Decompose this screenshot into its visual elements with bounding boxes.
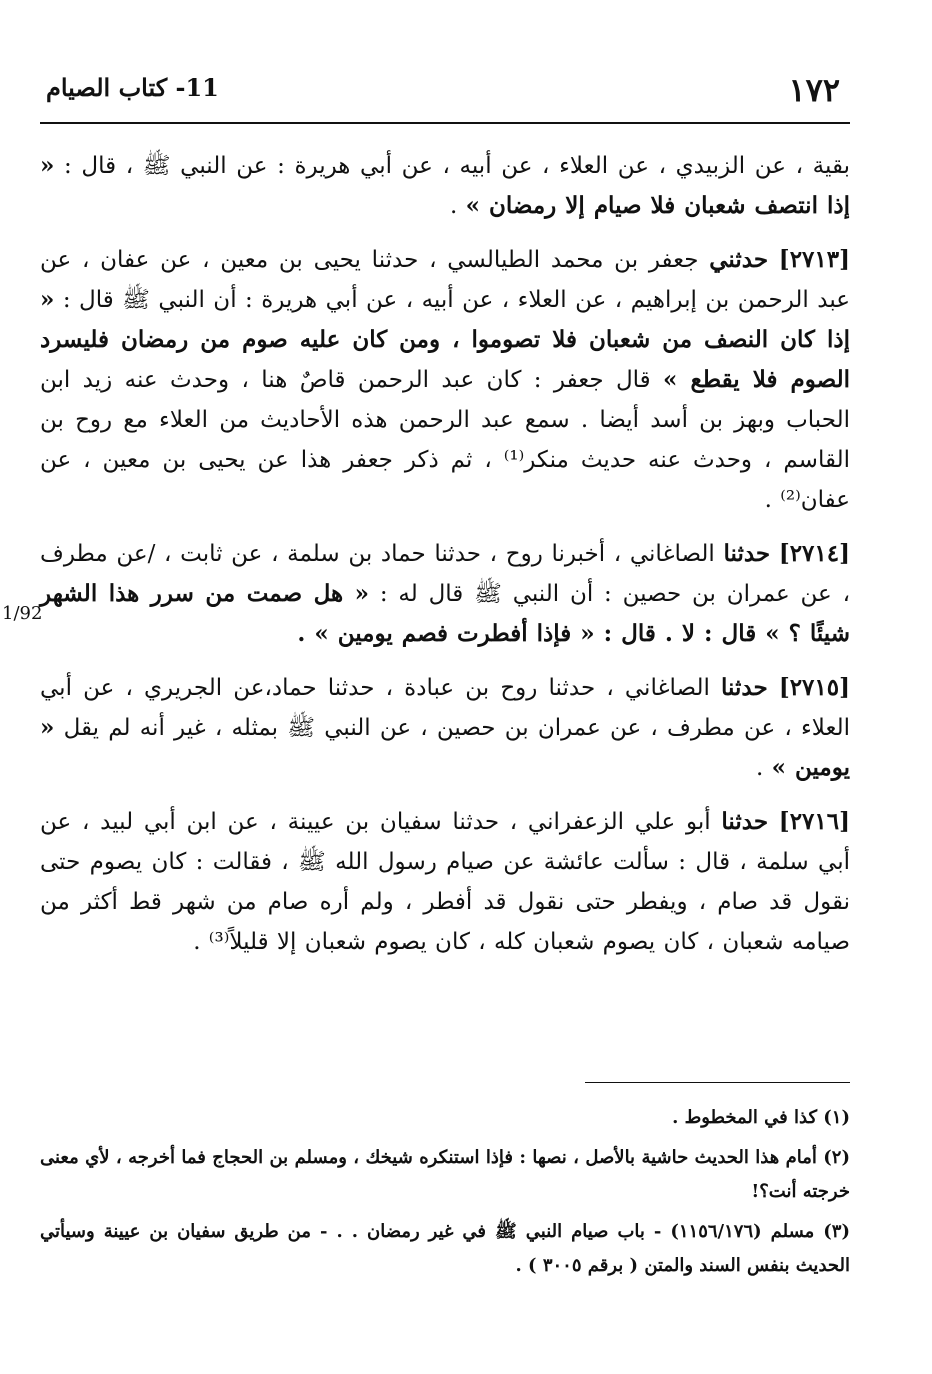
narration-chain: أبو علي الزعفراني ، حدثنا سفيان بن عيينة ، عن ابن أبي لبيد ، عن أبي سلمة ، قال : سألت عائشة عن صيام رسول الله ﷺ ، فقالت : كان يصوم حتى نقول قد صام ، ويفطر حتى نقول قد أفطر ، ولم أره صام من شهر قط أكثر من صيامه شعبان ، كان يصوم شعبان كله ، كان يصوم شعبان إلا قليلاً⁽³⁾ . [40,809,850,955]
paragraph-tail: قال : لا . قال : « فإذا أفطرت فصم يومين » . [297,620,766,647]
main-text [40,146,850,976]
page-number: ١٧٢ [788,71,840,109]
narration-chain: بقية ، عن الزبيدي ، عن العلاء ، عن أبيه ، عن أبي هريرة : عن النبي ﷺ ، قال : [64,153,850,179]
hadith-quote: « هل صمت من سرر هذا الشهر شيئًا ؟ » [40,580,850,647]
hadith-number: [٢٧١٦] [778,808,850,835]
hadith-paragraph [40,802,850,962]
hadith-number: [٢٧١٥] [778,674,851,701]
footnote: (٣) مسلم (١١٥٦/١٧٦) - باب صيام النبي ﷺ في غير رمضان . . - من طريق سفيان بن عيينة وسيأتي الحديث بنفس السند والمتن ( برقم ٣٠٠٥ ) . [40,1221,850,1276]
footnotes-section [40,1082,850,1289]
chapter-title: 11- كتاب الصيام [46,73,219,102]
footnote: (١) كذا في المخطوط . [672,1107,850,1128]
hadith-paragraph [40,668,850,788]
paragraph-tail: . [450,193,466,219]
paragraph-tail: قال جعفر : كان عبد الرحمن قاصٌ هنا ، وحدث عنه زيد ابن الحباب وبهز بن أسد أيضا . سمع عبد الرحمن هذه الأحاديث من العلاء مع روح بن القاسم ، وحدث عنه حديث منكر⁽¹⁾ ، ثم ذكر جعفر هذا عن يحيى بن معين ، عن عفان⁽²⁾ . [40,367,850,513]
hadith-opener: حدثنا [721,674,768,701]
header-divider [40,122,850,124]
hadith-number: [٢٧١٤] [778,540,851,567]
page-header [40,62,850,118]
hadith-paragraph [40,146,850,226]
narration-chain: جعفر بن محمد الطيالسي ، حدثنا يحيى بن معين ، عن عفان ، عن عبد الرحمن بن إبراهيم ، عن العلاء ، عن أبيه ، عن أبي هريرة : أن النبي ﷺ قال : [40,247,850,313]
hadith-opener: حدثني [709,246,769,273]
hadith-opener: حدثنا [721,808,769,835]
narration-chain: الصاغاني ، حدثنا روح بن عبادة ، حدثنا حماد،عن الجريري ، عن أبي العلاء ، عن مطرف ، عن عمران بن حصين ، عن النبي ﷺ بمثله ، غير أنه لم يقل [40,675,851,741]
hadith-paragraph [40,534,850,654]
narration-chain: الصاغاني ، أخبرنا روح ، حدثنا حماد بن سلمة ، عن ثابت ، /عن مطرف ، عن عمران بن حصين : أن النبي ﷺ قال له : [40,541,851,607]
hadith-quote: « إذا كان النصف من شعبان فلا تصوموا ، ومن كان عليه صوم من رمضان فليسرد الصوم فلا يقطع » [40,286,850,393]
hadith-quote: « يومين » [40,714,850,781]
hadith-quote: « إذا انتصف شعبان فلا صيام إلا رمضان » [40,152,850,219]
footnote: (٢) أمام هذا الحديث حاشية بالأصل ، نصها : فإذا استنكره شيخك ، ومسلم بن الحجاج فما أخرجه ، لأي معنى خرجته أنت؟! [40,1147,850,1202]
margin-reference: 1/92 [2,603,43,624]
paragraph-tail: . [755,755,772,781]
book-page [2,40,851,1340]
hadith-paragraph [40,240,850,520]
hadith-opener: حدثنا [723,540,771,567]
hadith-number: [٢٧١٣] [778,246,850,273]
footnote-divider [585,1082,850,1083]
